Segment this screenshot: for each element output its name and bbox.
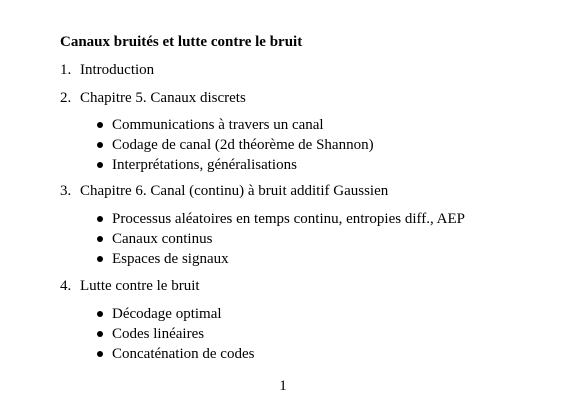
list-item bbox=[97, 251, 229, 268]
section-chapitre-5 bbox=[60, 90, 246, 107]
bullet-icon bbox=[97, 331, 103, 337]
section-number: 1. bbox=[60, 62, 72, 78]
list-item bbox=[97, 157, 297, 174]
list-item bbox=[97, 137, 374, 154]
list-item-text: Codage de canal (2d théorème de Shannon) bbox=[112, 137, 374, 153]
list-item bbox=[97, 231, 212, 248]
bullet-icon bbox=[97, 236, 103, 242]
list-item-text: Concaténation de codes bbox=[112, 346, 255, 362]
list-item-text: Interprétations, généralisations bbox=[112, 157, 297, 173]
list-item-text: Codes linéaires bbox=[112, 326, 205, 342]
list-item-text: Communications à travers un canal bbox=[112, 117, 324, 133]
section-number: 4. bbox=[60, 278, 72, 294]
list-item-text: Canaux continus bbox=[112, 231, 213, 247]
list-item bbox=[97, 117, 324, 134]
section-introduction bbox=[60, 62, 154, 79]
section-number: 2. bbox=[60, 90, 72, 106]
section-lutte-contre-le-bruit bbox=[60, 278, 200, 295]
bullet-icon bbox=[97, 256, 103, 262]
bullet-icon bbox=[97, 162, 103, 168]
list-item-text: Espaces de signaux bbox=[112, 251, 229, 267]
section-label: Lutte contre le bruit bbox=[80, 278, 200, 294]
list-item bbox=[97, 306, 222, 323]
bullet-icon bbox=[97, 216, 103, 222]
bullet-icon bbox=[97, 351, 103, 357]
list-item bbox=[97, 346, 254, 363]
section-label: Introduction bbox=[80, 62, 155, 78]
page-number: 1 bbox=[279, 378, 287, 394]
section-label: Chapitre 6. Canal (continu) à bruit additif Gaussien bbox=[80, 183, 389, 199]
section-number: 3. bbox=[60, 183, 72, 199]
list-item bbox=[97, 326, 204, 343]
list-item-text: Décodage optimal bbox=[112, 306, 222, 322]
list-item bbox=[97, 211, 465, 228]
bullet-icon bbox=[97, 122, 103, 128]
section-label: Chapitre 5. Canaux discrets bbox=[80, 90, 246, 106]
document-title: Canaux bruités et lutte contre le bruit bbox=[60, 34, 303, 50]
list-item-text: Processus aléatoires en temps continu, entropies diff., AEP bbox=[112, 211, 465, 227]
bullet-icon bbox=[97, 311, 103, 317]
section-chapitre-6 bbox=[60, 183, 388, 200]
bullet-icon bbox=[97, 142, 103, 148]
